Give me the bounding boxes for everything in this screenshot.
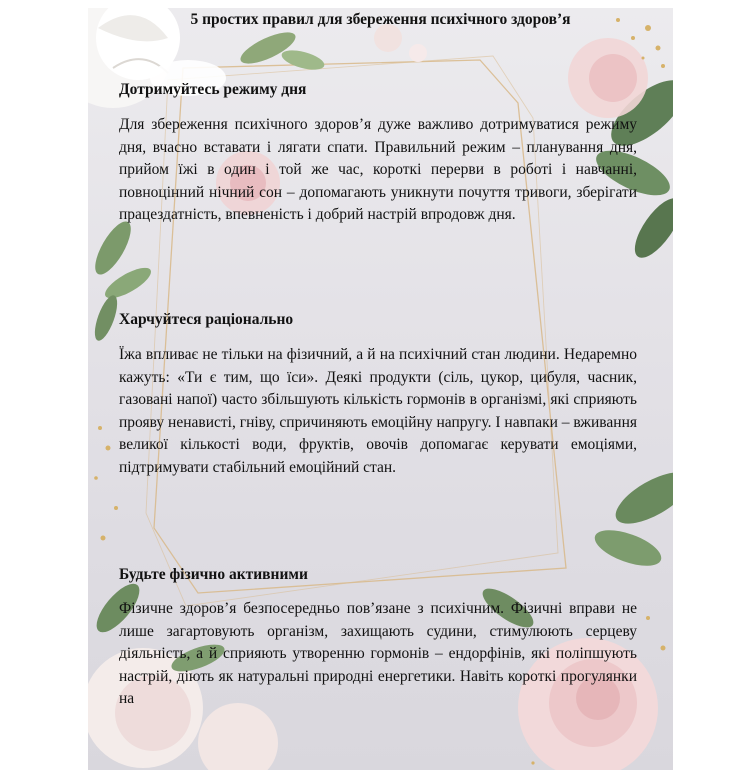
section-text-physical-activity: Фізичне здоров’я безпосередньо пов’язане з психічним. Фізичні вправи не лише загартовують організм, захищають судини, стимулюють серцеву діяльність, а й сприяють утворенню гормонів – ендорфінів, які поліпшують настрій, діють як натуральні природні енергетики. Навіть короткі прогулянки на xyxy=(119,600,637,707)
section-heading-daily-routine: Дотримуйтесь режиму дня xyxy=(119,81,307,98)
section-text-nutrition: Їжа впливає не тільки на фізичний, а й на психічний стан людини. Недаремно кажуть: «Ти є тим, що їси». Деякі продукти (сіль, цукор, цибуля, часник, газовані напої) часто збільшують кількість гормонів в організмі, які сприяють прояву ненависті, гніву, спричиняють емоційну напругу. І навпаки – вживання великої кількості води, фруктів, овочів допомагає керувати емоціями, підтримувати стабільний емоційний стан. xyxy=(119,346,637,476)
document-title: 5 простих правил для збереження психічного здоров’я xyxy=(190,11,571,28)
document-text xyxy=(88,8,673,770)
section-heading-nutrition: Харчуйтеся раціонально xyxy=(119,311,294,328)
section-heading-physical-activity: Будьте фізично активними xyxy=(119,566,308,583)
document-page xyxy=(88,8,673,770)
section-text-daily-routine: Для збереження психічного здоров’я дуже важливо дотримуватися режиму дня, вчасно вставати і лягати спати. Правильний режим – планування дня, прийом їжі в один і той же час, короткі перерви в роботі і навчанні, повноцінний нічний сон – допомагають уникнути почуття тривоги, зберігати працездатність, впевненість і добрий настрій впродовж дня. xyxy=(119,116,637,223)
